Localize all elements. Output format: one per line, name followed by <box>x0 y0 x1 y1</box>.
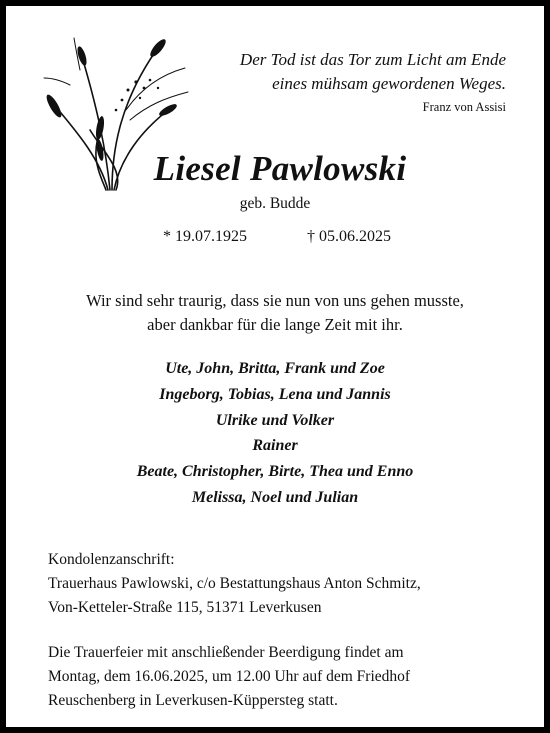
mourners-list <box>6 356 544 511</box>
condolence-address <box>48 548 524 620</box>
condolence-line: Kondolenzanschrift: <box>48 551 175 568</box>
quote-author: Franz von Assisi <box>422 100 506 114</box>
birth-name: geb. Budde <box>239 195 311 212</box>
funeral-line: Reuschenberg in Leverkusen-Küppersteg statt. <box>48 692 338 709</box>
mourner-line: Ingeborg, Tobias, Lena und Jannis <box>159 385 391 403</box>
death-date: † 05.06.2025 <box>307 228 391 245</box>
message-line: aber dankbar für die lange Zeit mit ihr. <box>147 315 403 334</box>
mourner-line: Rainer <box>252 437 298 455</box>
deceased-name: Liesel Pawlowski <box>153 149 407 188</box>
condolence-line: Trauerhaus Pawlowski, c/o Bestattungshaus Anton Schmitz, <box>48 575 421 592</box>
condolence-line: Von-Ketteler-Straße 115, 51371 Leverkusen <box>48 599 322 616</box>
funeral-line: Die Trauerfeier mit anschließender Beerdigung findet am <box>48 644 404 661</box>
quote-line: eines mühsam gewordenen Weges. <box>272 74 506 93</box>
quote <box>240 48 506 96</box>
funeral-info <box>48 641 524 713</box>
birth-date: * 19.07.1925 <box>163 228 247 245</box>
message-line: Wir sind sehr traurig, dass sie nun von uns gehen musste, <box>86 291 464 310</box>
mourning-message <box>6 289 544 337</box>
quote-line: Der Tod ist das Tor zum Licht am Ende <box>239 50 506 69</box>
mourner-line: Ute, John, Britta, Frank und Zoe <box>165 360 385 377</box>
mourner-line: Ulrike und Volker <box>215 411 335 429</box>
mourner-line: Beate, Christopher, Birte, Thea und Enno <box>136 463 414 481</box>
funeral-line: Montag, dem 16.06.2025, um 12.00 Uhr auf dem Friedhof <box>48 668 411 685</box>
mourner-line: Melissa, Noel und Julian <box>191 488 359 506</box>
